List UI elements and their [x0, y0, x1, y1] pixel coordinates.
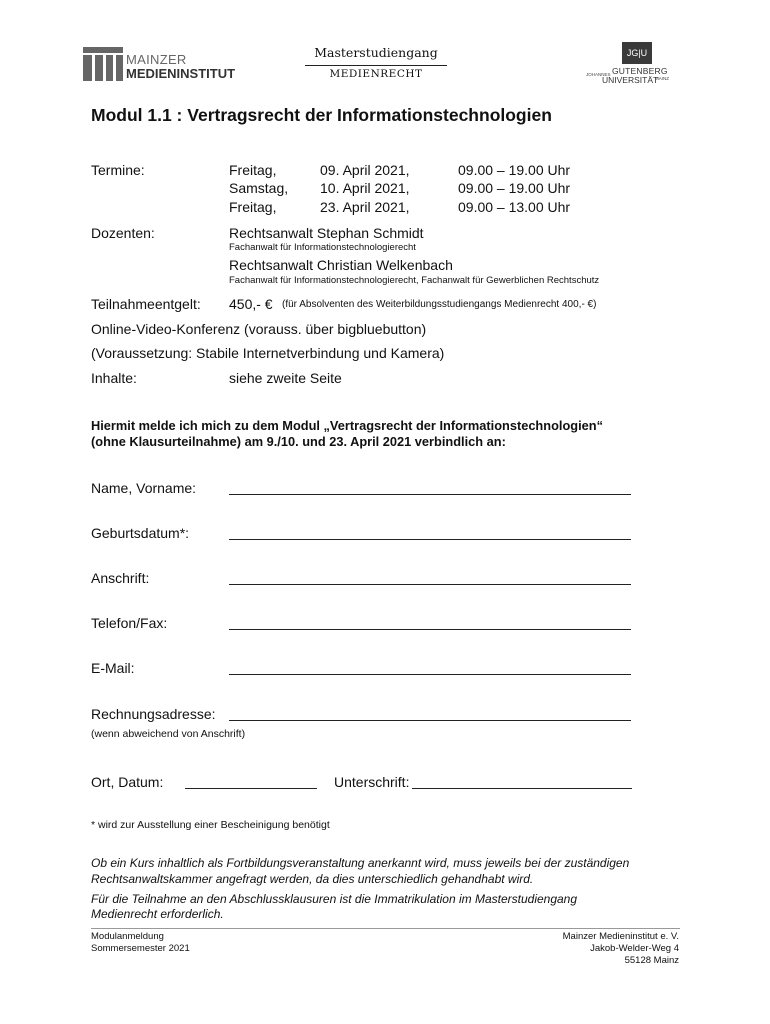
jgu-logo-gutenberg: GUTENBERG: [612, 66, 668, 76]
termine-time-1: 09.00 – 19.00 Uhr: [458, 162, 571, 178]
jgu-logo-mark: JG|U: [622, 42, 652, 64]
termine-label: Termine:: [91, 162, 145, 178]
dozent-1-title: Fachanwalt für Informationstechnologierecht: [229, 242, 416, 253]
termine-day-1: Freitag,: [229, 162, 277, 178]
signature-field[interactable]: [412, 774, 632, 789]
address-field[interactable]: [229, 570, 631, 585]
registration-statement-1: Hiermit melde ich mich zu dem Modul „Vertragsrecht der Informationstechnologien“: [91, 418, 603, 433]
termine-date-2: 10. April 2021,: [320, 180, 410, 196]
footer-left-2: Sommersemester 2021: [91, 943, 190, 954]
address-label: Anschrift:: [91, 570, 150, 586]
klausur-note-line-2: Medienrecht erforderlich.: [91, 907, 224, 921]
termine-day-3: Freitag,: [229, 199, 277, 215]
header-subject: MEDIENRECHT: [329, 68, 423, 80]
phone-label: Telefon/Fax:: [91, 615, 168, 631]
name-field[interactable]: [229, 480, 631, 495]
place-date-label: Ort, Datum:: [91, 774, 164, 790]
registration-statement-2: (ohne Klausurteilnahme) am 9./10. und 23. April 2021 verbindlich an:: [91, 434, 506, 449]
termine-day-2: Samstag,: [229, 180, 289, 196]
email-label: E-Mail:: [91, 660, 135, 676]
footnote: * wird zur Ausstellung einer Bescheinigung benötigt: [91, 819, 330, 831]
name-label: Name, Vorname:: [91, 480, 197, 496]
birthdate-label: Geburtsdatum*:: [91, 525, 190, 541]
phone-field[interactable]: [229, 615, 631, 630]
footer-divider: [91, 928, 680, 929]
requirement-info: (Voraussetzung: Stabile Internetverbindung und Kamera): [91, 345, 445, 361]
termine-date-1: 09. April 2021,: [320, 162, 410, 178]
online-info: Online-Video-Konferenz (vorauss. über bigbluebutton): [91, 321, 427, 337]
fee-label: Teilnahmeentgelt:: [91, 296, 201, 312]
page-title: Modul 1.1 : Vertragsrecht der Informationstechnologien: [91, 105, 552, 125]
inhalte-label: Inhalte:: [91, 370, 137, 386]
header-divider: [305, 65, 447, 66]
dozenten-label: Dozenten:: [91, 225, 155, 241]
logo-text-medieninstitut: MEDIENINSTITUT: [126, 66, 236, 81]
inhalte-value: siehe zweite Seite: [229, 370, 342, 386]
footer-left-1: Modulanmeldung: [91, 931, 164, 942]
termine-time-3: 09.00 – 13.00 Uhr: [458, 199, 571, 215]
fee-note: (für Absolventen des Weiterbildungsstudiengangs Medienrecht 400,- €): [282, 299, 597, 310]
termine-time-2: 09.00 – 19.00 Uhr: [458, 180, 571, 196]
mainzer-medieninstitut-logo: [83, 47, 123, 81]
footer-right-2: Jakob-Welder-Weg 4: [590, 943, 679, 954]
footer-right-1: Mainzer Medieninstitut e. V.: [562, 931, 679, 942]
billing-label: Rechnungsadresse:: [91, 706, 216, 722]
logo-text-mainzer: MAINZER: [126, 52, 187, 67]
billing-note: (wenn abweichend von Anschrift): [91, 728, 246, 740]
signature-label: Unterschrift:: [334, 774, 410, 790]
billing-field[interactable]: [229, 706, 631, 721]
jgu-logo-small: JOHANNES: [586, 72, 611, 77]
dozent-2-name: Rechtsanwalt Christian Welkenbach: [229, 257, 453, 273]
klausur-note-line-1: Für die Teilnahme an den Abschlussklausuren ist die Immatrikulation im Masterstudiengang: [91, 892, 578, 906]
fee-amount: 450,- €: [229, 296, 273, 312]
birthdate-field[interactable]: [229, 525, 631, 540]
jgu-logo-mainz: MAINZ: [655, 76, 669, 81]
kurs-note-line-1: Ob ein Kurs inhaltlich als Fortbildungsveranstaltung anerkannt wird, muss jeweils bei der zuständigen: [91, 856, 630, 870]
termine-date-3: 23. April 2021,: [320, 199, 410, 215]
dozent-1-name: Rechtsanwalt Stephan Schmidt: [229, 225, 424, 241]
header-program: Masterstudiengang: [314, 45, 438, 60]
kurs-note-line-2: Rechtsanwaltskammer angefragt werden, da dies unterschiedlich gehandhabt wird.: [91, 872, 534, 886]
footer-right-3: 55128 Mainz: [624, 955, 679, 966]
place-date-field[interactable]: [185, 774, 317, 789]
email-field[interactable]: [229, 660, 631, 675]
dozent-2-title: Fachanwalt für Informationstechnologierecht, Fachanwalt für Gewerblichen Rechtschutz: [229, 275, 600, 286]
jgu-logo-universitaet: UNIVERSITÄT: [602, 75, 659, 85]
